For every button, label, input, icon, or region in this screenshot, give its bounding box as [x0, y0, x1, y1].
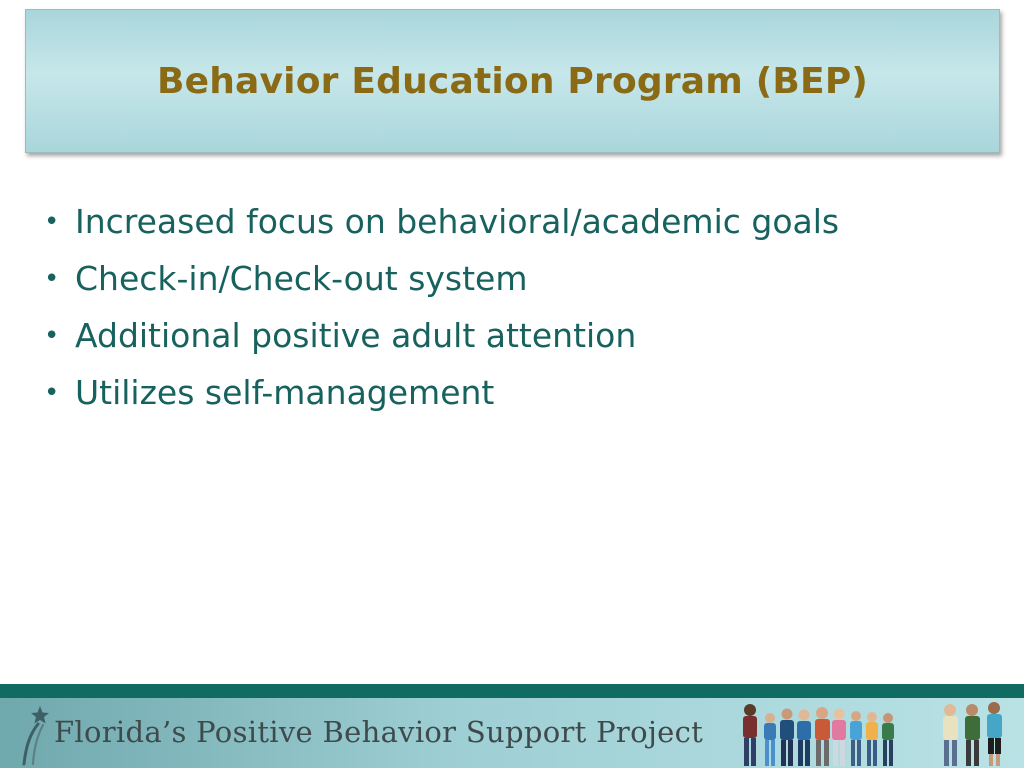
bullet-text: Utilizes self-management	[75, 373, 495, 412]
bullet-list	[44, 198, 944, 426]
footer-band	[0, 684, 1024, 698]
star-swoosh-icon	[16, 700, 52, 766]
title-banner	[25, 9, 1000, 153]
bullet-item	[44, 369, 944, 417]
slide-title: Behavior Education Program (BEP)	[156, 60, 869, 102]
bullet-dot-icon: •	[44, 321, 60, 351]
bullet-dot-icon: •	[44, 264, 60, 294]
bullet-text: Additional positive adult attention	[75, 316, 637, 355]
bullet-dot-icon: •	[44, 378, 60, 408]
footer-project-name: Florida’s Positive Behavior Support Project	[54, 715, 704, 749]
bullet-item	[44, 198, 944, 246]
bullet-item	[44, 255, 944, 303]
bullet-item	[44, 312, 944, 360]
children-group-photo	[736, 698, 1024, 768]
bullet-dot-icon: •	[44, 207, 60, 237]
bullet-text: Check-in/Check-out system	[75, 259, 528, 298]
bullet-text: Increased focus on behavioral/academic goals	[75, 202, 840, 241]
